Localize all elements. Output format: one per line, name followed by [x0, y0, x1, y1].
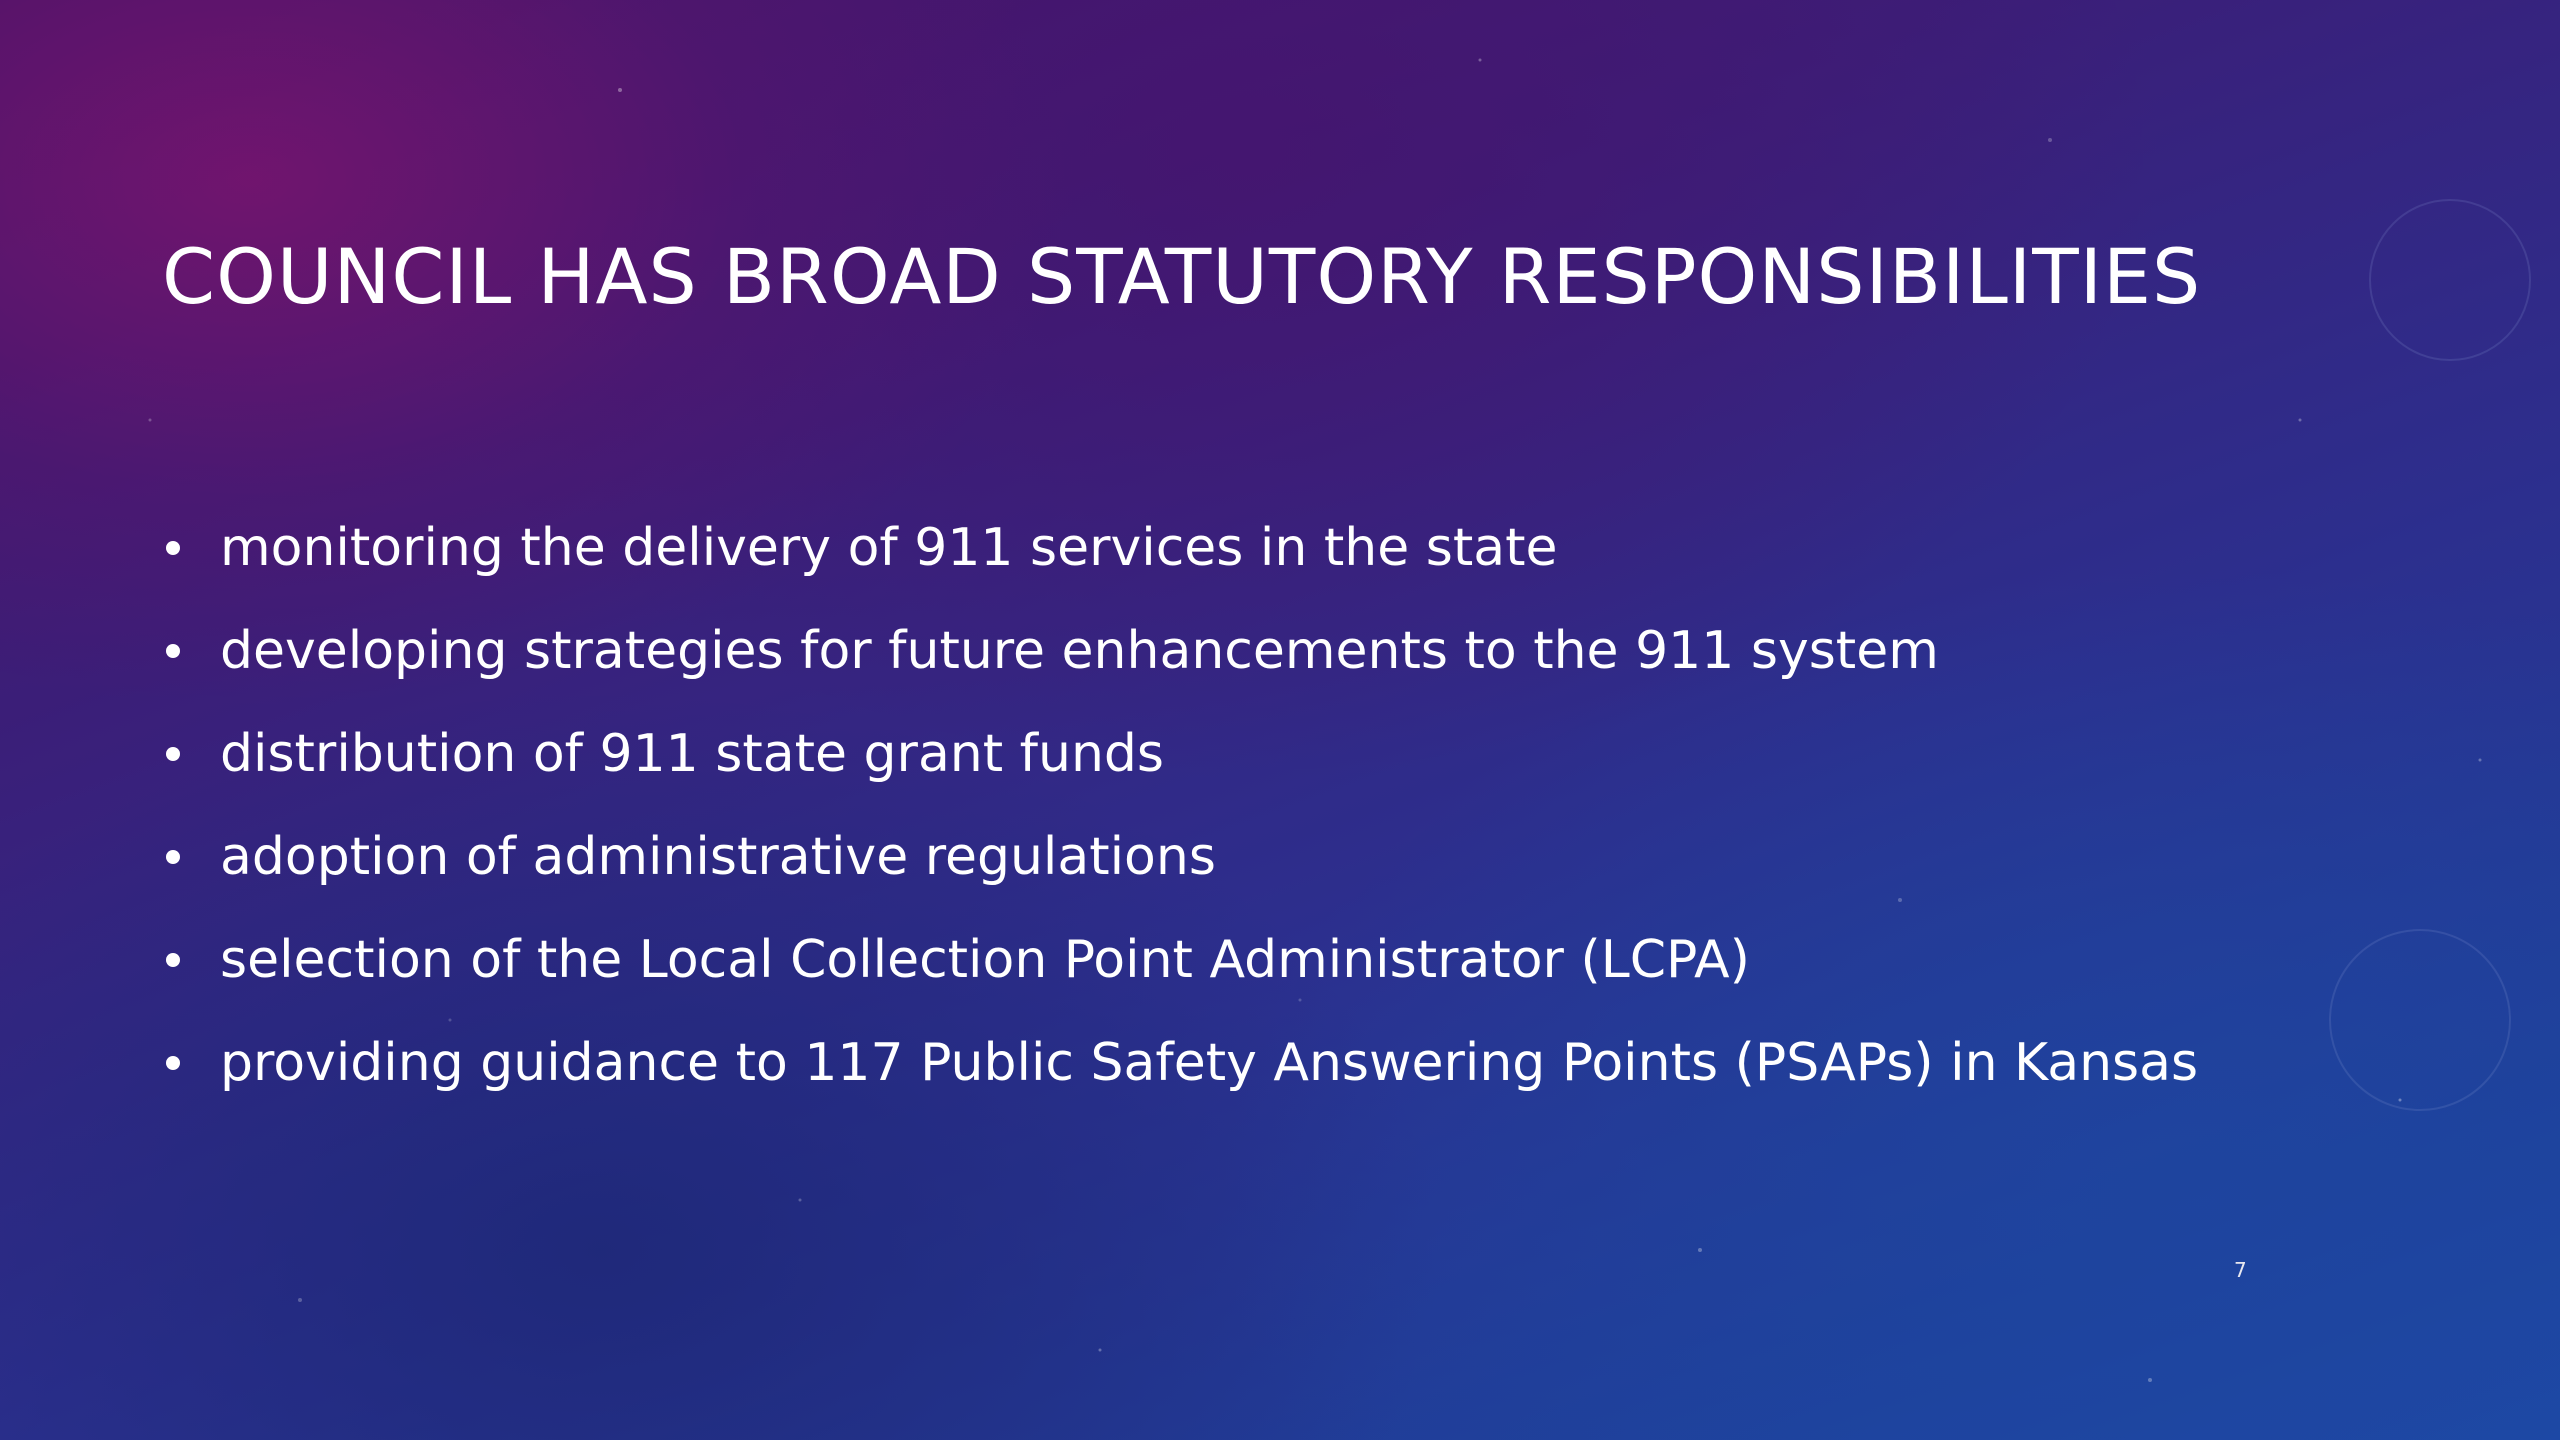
page-number: 7: [2234, 1258, 2247, 1282]
bullet-icon: [166, 747, 180, 761]
slide-title: COUNCIL HAS BROAD STATUTORY RESPONSIBILITIES: [162, 232, 2202, 321]
bullet-text: distribution of 911 state grant funds: [220, 723, 1164, 784]
list-item: [162, 599, 2312, 702]
bullet-icon: [166, 850, 180, 864]
bullet-text: selection of the Local Collection Point Administrator (LCPA): [220, 929, 1750, 990]
bullet-list: [162, 496, 2312, 1114]
bullet-text: adoption of administrative regulations: [220, 826, 1216, 887]
bullet-text: developing strategies for future enhancements to the 911 system: [220, 620, 1939, 681]
bullet-icon: [166, 644, 180, 658]
bullet-icon: [166, 1056, 180, 1070]
list-item: [162, 496, 2312, 599]
bullet-icon: [166, 541, 180, 555]
bullet-text: monitoring the delivery of 911 services in the state: [220, 517, 1558, 578]
list-item: [162, 908, 2312, 1011]
list-item: [162, 805, 2312, 908]
bullet-icon: [166, 953, 180, 967]
list-item: [162, 702, 2312, 805]
bullet-text: providing guidance to 117 Public Safety Answering Points (PSAPs) in Kansas: [220, 1032, 2199, 1093]
list-item: [162, 1011, 2312, 1114]
